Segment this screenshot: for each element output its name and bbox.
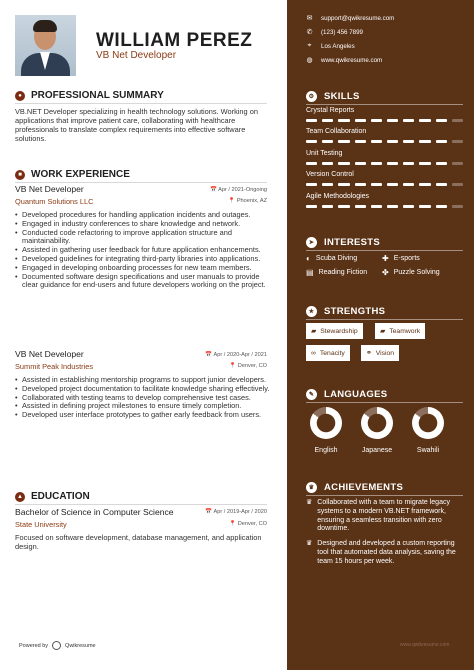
job-title: VB Net Developer <box>15 184 84 194</box>
candidate-name: WILLIAM PEREZ <box>96 30 253 51</box>
skill-segment <box>436 162 447 165</box>
list-item: • Conducted code refactoring to improve application structure and maintainability. <box>15 229 270 247</box>
skill-segment <box>419 140 430 143</box>
skill-label: Unit Testing <box>306 150 343 157</box>
language-item <box>409 407 447 454</box>
interest-item: ◐ Scuba Diving <box>306 254 358 263</box>
skill-segment <box>403 183 414 186</box>
divider <box>15 182 267 183</box>
skill-segment <box>419 119 430 122</box>
strength-tag: ⚭ Vision <box>361 345 399 361</box>
language-ring <box>412 407 444 439</box>
achievement-item: ♛ Collaborated with a team to migrate legacy systems to a modern VB.NET framework, ensuring a seamless transition with zero downtime. <box>306 499 450 533</box>
skill-label: Team Collaboration <box>306 128 367 135</box>
skills-heading: ⚙ SKILLS <box>306 91 360 102</box>
experience-heading: ■ WORK EXPERIENCE <box>15 169 130 180</box>
skill-segment <box>371 119 382 122</box>
list-item: • Engaged in developing onboarding processes for new team members. <box>15 264 270 273</box>
language-ring <box>361 407 393 439</box>
briefcase-icon: ▰ <box>380 328 386 335</box>
briefcase-icon: ▰ <box>311 328 317 335</box>
languages-heading: ✎ LANGUAGES <box>306 389 387 400</box>
education-heading: ▲ EDUCATION <box>15 491 90 502</box>
skill-segment <box>452 162 463 165</box>
skill-segment <box>322 205 333 208</box>
skill-label: Crystal Reports <box>306 107 355 114</box>
mail-icon: ✉ <box>306 15 313 22</box>
skill-segment <box>387 119 398 122</box>
skill-segment <box>436 205 447 208</box>
binoculars-icon: ⚭ <box>366 350 372 357</box>
graduation-cap-icon: ▲ <box>15 492 25 502</box>
skill-segment <box>387 162 398 165</box>
gear-icon: ⚙ <box>306 91 317 102</box>
skill-segment <box>322 162 333 165</box>
interest-item: ▤ Reading Fiction <box>306 268 368 277</box>
divider <box>306 319 463 320</box>
skill-segment <box>387 140 398 143</box>
speech-icon: ✎ <box>306 389 317 400</box>
divider <box>15 103 267 104</box>
list-item: • Developed project documentation to facilitate knowledge sharing effectively. <box>15 385 270 394</box>
location-icon: ⌖ <box>307 42 312 49</box>
skill-segment <box>338 205 349 208</box>
skill-segment <box>355 140 366 143</box>
skill-bar <box>306 205 463 208</box>
list-item: • Assisted in establishing mentorship programs to support junior developers. <box>15 376 270 385</box>
job-dates: 📅 Apr / 2021-Ongoing <box>209 187 267 193</box>
summary-heading: ● PROFESSIONAL SUMMARY <box>15 90 164 101</box>
skill-segment <box>403 162 414 165</box>
divider <box>306 250 463 251</box>
strength-tag: ▰ Stewardship <box>306 323 363 339</box>
skill-segment <box>452 119 463 122</box>
skill-segment <box>371 162 382 165</box>
skill-segment <box>355 205 366 208</box>
divider <box>306 104 463 105</box>
job-bullets <box>15 376 270 420</box>
skill-segment <box>355 162 366 165</box>
skill-segment <box>436 119 447 122</box>
skill-segment <box>338 119 349 122</box>
skill-segment <box>452 140 463 143</box>
skill-segment <box>322 183 333 186</box>
skill-bar <box>306 140 463 143</box>
skill-segment <box>403 140 414 143</box>
skill-label: Agile Methodologies <box>306 193 370 200</box>
language-label: Japanese <box>361 447 393 454</box>
list-item: • Developed guidelines for integrating third-party libraries into applications. <box>15 255 270 264</box>
skill-segment <box>338 183 349 186</box>
gamepad-icon: ✚ <box>382 254 389 263</box>
candidate-title: VB Net Developer <box>96 50 177 61</box>
skill-segment <box>355 183 366 186</box>
skill-bar <box>306 183 463 186</box>
trophy-icon: ♛ <box>306 540 313 547</box>
rocket-icon: ➤ <box>306 237 317 248</box>
list-item: • Assisted in gathering user feedback for future application enhancements. <box>15 246 270 255</box>
skill-segment <box>322 119 333 122</box>
job-location: 📍 Denver, CO <box>229 363 267 369</box>
phone-icon: ✆ <box>306 29 313 36</box>
list-item: • Documented software design specifications and user manuals to provide clear guidance for end-users and future developers working on the project. <box>15 273 270 291</box>
book-icon: ▤ <box>306 268 314 277</box>
person-icon: ● <box>15 91 25 101</box>
skill-segment <box>371 140 382 143</box>
profile-photo <box>15 15 76 76</box>
list-item: • Collaborated with testing teams to develop comprehensive test cases. <box>15 394 270 403</box>
skill-segment <box>355 119 366 122</box>
puzzle-icon: ✤ <box>382 268 389 277</box>
medal-icon: ★ <box>306 306 317 317</box>
skill-segment <box>403 205 414 208</box>
job-dates: 📅 Apr / 2020-Apr / 2021 <box>205 352 267 358</box>
list-item: • Developed user interface prototypes to gather early feedback from users. <box>15 411 270 420</box>
skill-segment <box>322 140 333 143</box>
skill-segment <box>371 183 382 186</box>
skill-segment <box>306 162 317 165</box>
scuba-icon: ◐ <box>306 254 311 263</box>
list-item: • Engaged in industry conferences to share knowledge and network. <box>15 220 270 229</box>
powered-by: Powered by Qwikresume <box>19 642 96 649</box>
skill-segment <box>387 183 398 186</box>
skill-segment <box>338 140 349 143</box>
strengths-heading: ★ STRENGTHS <box>306 306 385 317</box>
job-title: VB Net Developer <box>15 349 84 359</box>
skill-bar <box>306 162 463 165</box>
achievement-item: ♛ Designed and developed a custom reporting tool that automated data analysis, saving the team 15 hours per week. <box>306 540 456 565</box>
divider <box>306 495 463 496</box>
job-company: Quantum Solutions LLC <box>15 197 94 206</box>
contact-phone: ✆ (123) 456 7899 <box>306 28 363 36</box>
skill-segment <box>371 205 382 208</box>
skill-segment <box>403 119 414 122</box>
strength-tag: ▰ Teamwork <box>375 323 425 339</box>
job-bullets <box>15 211 270 290</box>
strength-tag: ∞ Tenacity <box>306 345 350 361</box>
language-label: Swahili <box>416 447 440 454</box>
language-label: English <box>314 447 338 454</box>
contact-email[interactable]: ✉ support@qwikresume.com <box>306 14 395 22</box>
skill-segment <box>419 162 430 165</box>
briefcase-icon: ■ <box>15 170 25 180</box>
job-company: Summit Peak Industries <box>15 362 94 371</box>
globe-icon: ◍ <box>306 57 313 64</box>
interest-item: ✤ Puzzle Solving <box>382 268 440 277</box>
interest-item: ✚ E-sports <box>382 254 420 263</box>
footer-url[interactable]: www.qwikresume.com <box>400 642 450 648</box>
divider <box>306 402 463 403</box>
language-ring <box>310 407 342 439</box>
skill-segment <box>436 140 447 143</box>
list-item: • Assisted in defining project milestones to ensure timely completion. <box>15 402 270 411</box>
skill-segment <box>306 119 317 122</box>
job-location: 📍 Phoenix, AZ <box>228 198 267 204</box>
contact-location: ⌖ Los Angeles <box>307 42 355 50</box>
skill-segment <box>306 183 317 186</box>
school-name: State University <box>15 520 67 529</box>
skill-segment <box>306 140 317 143</box>
skill-bar <box>306 119 463 122</box>
qwikresume-logo-icon <box>52 641 61 650</box>
skill-segment <box>436 183 447 186</box>
trophy-icon: ♛ <box>306 499 313 506</box>
summary-text: VB.NET Developer specializing in health technology solutions. Working on applications that improve patient care, collaborating with healthcare professionals to translate complex requirements into effective software solutions. <box>15 107 258 143</box>
education-dates: 📅 Apr / 2019-Apr / 2020 <box>205 509 267 515</box>
language-item <box>307 407 345 454</box>
skill-label: Version Control <box>306 171 354 178</box>
trophy-icon: ♛ <box>306 482 317 493</box>
skill-segment <box>306 205 317 208</box>
achievements-heading: ♛ ACHIEVEMENTS <box>306 482 403 493</box>
skill-segment <box>419 205 430 208</box>
skill-segment <box>452 205 463 208</box>
interests-heading: ➤ INTERESTS <box>306 237 380 248</box>
skill-segment <box>338 162 349 165</box>
link-icon: ∞ <box>311 349 316 357</box>
divider <box>15 504 267 505</box>
school-location: 📍 Denver, CO <box>229 521 267 527</box>
skill-segment <box>452 183 463 186</box>
skill-segment <box>387 205 398 208</box>
list-item: • Developed procedures for handling application incidents and outages. <box>15 211 270 220</box>
skill-segment <box>419 183 430 186</box>
degree-title: Bachelor of Science in Computer Science <box>15 507 174 517</box>
education-text: Focused on software development, database management, and application design. <box>15 533 262 551</box>
language-item <box>358 407 396 454</box>
contact-website[interactable]: ◍ www.qwikresume.com <box>306 56 383 64</box>
